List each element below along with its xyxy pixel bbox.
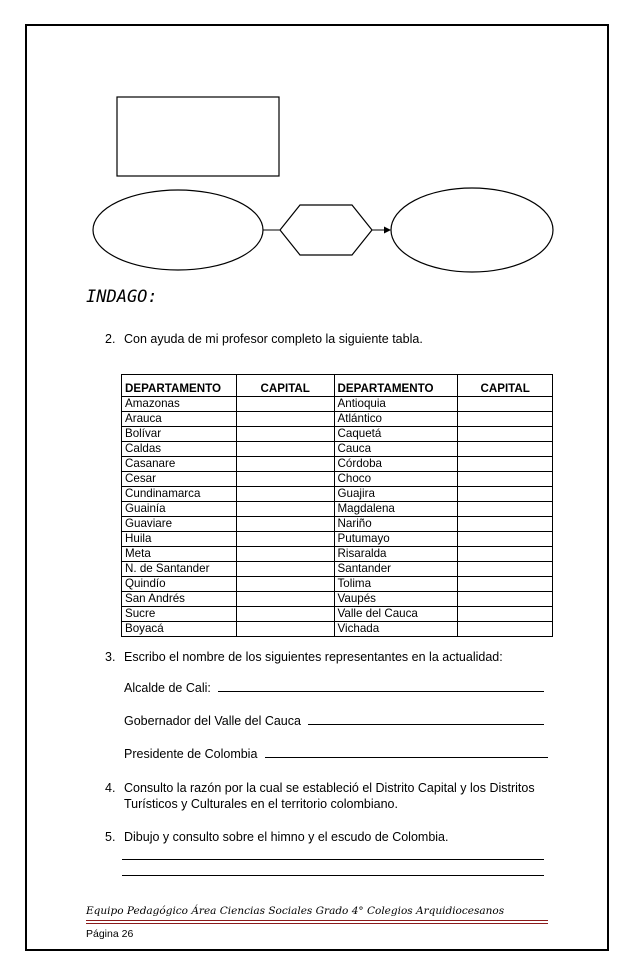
- cell-departamento: Vichada: [334, 622, 458, 637]
- cell-capital[interactable]: [458, 397, 553, 412]
- table-row: [122, 472, 553, 487]
- table-row: [122, 517, 553, 532]
- cell-departamento: Boyacá: [122, 622, 237, 637]
- field-label: Presidente de Colombia: [124, 747, 258, 761]
- table-row: [122, 622, 553, 637]
- cell-departamento: Choco: [334, 472, 458, 487]
- cell-capital[interactable]: [458, 622, 553, 637]
- cell-departamento: Guainía: [122, 502, 237, 517]
- table-row: [122, 547, 553, 562]
- cell-capital[interactable]: [236, 547, 334, 562]
- field-label: Alcalde de Cali:: [124, 681, 211, 695]
- table-row: [122, 442, 553, 457]
- item-text: Escribo el nombre de los siguientes representantes en la actualidad:: [124, 650, 503, 664]
- cell-capital[interactable]: [458, 517, 553, 532]
- table-row: [122, 457, 553, 472]
- answer-line-gobernador[interactable]: [308, 724, 544, 725]
- cell-departamento: San Andrés: [122, 592, 237, 607]
- cell-departamento: Risaralda: [334, 547, 458, 562]
- header-capital: CAPITAL: [458, 375, 553, 397]
- cell-departamento: Córdoba: [334, 457, 458, 472]
- cell-departamento: Quindío: [122, 577, 237, 592]
- cell-capital[interactable]: [458, 487, 553, 502]
- item-number: 4.: [105, 781, 116, 795]
- diagram-arrowhead-icon: [384, 227, 391, 234]
- cell-capital[interactable]: [236, 622, 334, 637]
- cell-capital[interactable]: [236, 502, 334, 517]
- answer-line-alcalde[interactable]: [218, 691, 544, 692]
- table-row: [122, 427, 553, 442]
- table-row: [122, 487, 553, 502]
- section-heading: INDAGO:: [86, 287, 158, 307]
- header-departamento: DEPARTAMENTO: [122, 375, 237, 397]
- cell-capital[interactable]: [458, 412, 553, 427]
- item-number: 3.: [105, 650, 116, 664]
- cell-departamento: Meta: [122, 547, 237, 562]
- table-row: [122, 607, 553, 622]
- cell-departamento: Vaupés: [334, 592, 458, 607]
- item-number: 2.: [105, 332, 116, 346]
- cell-capital[interactable]: [236, 427, 334, 442]
- cell-capital[interactable]: [458, 427, 553, 442]
- answer-rule[interactable]: [122, 859, 544, 860]
- diagram-right-ellipse[interactable]: [391, 188, 553, 272]
- cell-capital[interactable]: [458, 502, 553, 517]
- answer-line-presidente[interactable]: [265, 757, 548, 758]
- cell-departamento: Magdalena: [334, 502, 458, 517]
- cell-capital[interactable]: [236, 397, 334, 412]
- cell-departamento: Caldas: [122, 442, 237, 457]
- cell-capital[interactable]: [458, 607, 553, 622]
- cell-capital[interactable]: [458, 457, 553, 472]
- item-text: Con ayuda de mi profesor completo la siguiente tabla.: [124, 332, 423, 346]
- cell-capital[interactable]: [458, 592, 553, 607]
- field-label: Gobernador del Valle del Cauca: [124, 714, 301, 728]
- cell-departamento: Santander: [334, 562, 458, 577]
- diagram-hexagon[interactable]: [280, 205, 372, 255]
- cell-capital[interactable]: [458, 547, 553, 562]
- item-number: 5.: [105, 830, 116, 844]
- cell-capital[interactable]: [236, 412, 334, 427]
- cell-capital[interactable]: [458, 532, 553, 547]
- cell-departamento: Valle del Cauca: [334, 607, 458, 622]
- cell-departamento: Nariño: [334, 517, 458, 532]
- cell-departamento: Sucre: [122, 607, 237, 622]
- cell-capital[interactable]: [458, 472, 553, 487]
- table-row: [122, 502, 553, 517]
- cell-departamento: Arauca: [122, 412, 237, 427]
- cell-departamento: Bolívar: [122, 427, 237, 442]
- field-presidente: [124, 747, 548, 761]
- item-text: Turísticos y Culturales en el territorio colombiano.: [124, 797, 398, 811]
- table-row: [122, 562, 553, 577]
- diagram-left-ellipse[interactable]: [93, 190, 263, 270]
- footer-rule: [86, 920, 548, 921]
- cell-departamento: Antioquia: [334, 397, 458, 412]
- item-text: Dibujo y consulto sobre el himno y el escudo de Colombia.: [124, 830, 449, 844]
- cell-capital[interactable]: [236, 472, 334, 487]
- cell-departamento: N. de Santander: [122, 562, 237, 577]
- field-alcalde: [124, 681, 544, 695]
- cell-capital[interactable]: [236, 517, 334, 532]
- cell-capital[interactable]: [236, 487, 334, 502]
- cell-departamento: Guaviare: [122, 517, 237, 532]
- cell-departamento: Atlántico: [334, 412, 458, 427]
- cell-capital[interactable]: [236, 577, 334, 592]
- departments-table: [121, 374, 553, 637]
- cell-departamento: Cauca: [334, 442, 458, 457]
- table-row: [122, 412, 553, 427]
- cell-capital[interactable]: [236, 607, 334, 622]
- cell-departamento: Putumayo: [334, 532, 458, 547]
- cell-departamento: Casanare: [122, 457, 237, 472]
- cell-capital[interactable]: [236, 562, 334, 577]
- cell-capital[interactable]: [236, 457, 334, 472]
- cell-capital[interactable]: [236, 442, 334, 457]
- cell-departamento: Caquetá: [334, 427, 458, 442]
- cell-departamento: Cesar: [122, 472, 237, 487]
- diagram-rectangle-box[interactable]: [117, 97, 279, 176]
- table-row: [122, 397, 553, 412]
- table-row: [122, 532, 553, 547]
- cell-departamento: Huila: [122, 532, 237, 547]
- cell-capital[interactable]: [236, 532, 334, 547]
- item-text: Consulto la razón por la cual se estableció el Distrito Capital y los Distritos: [124, 781, 535, 795]
- cell-capital[interactable]: [236, 592, 334, 607]
- cell-departamento: Amazonas: [122, 397, 237, 412]
- header-capital: CAPITAL: [236, 375, 334, 397]
- concept-diagram: [0, 0, 638, 300]
- cell-departamento: Cundinamarca: [122, 487, 237, 502]
- answer-rule[interactable]: [122, 875, 544, 876]
- footer-rule: [86, 923, 548, 924]
- footer-text: Equipo Pedagógico Área Ciencias Sociales Grado 4° Colegios Arquidiocesanos: [86, 905, 505, 917]
- cell-capital[interactable]: [458, 562, 553, 577]
- table-row: [122, 592, 553, 607]
- field-gobernador: [124, 714, 544, 728]
- cell-capital[interactable]: [458, 577, 553, 592]
- cell-departamento: Tolima: [334, 577, 458, 592]
- cell-capital[interactable]: [458, 442, 553, 457]
- table-header-row: [122, 375, 553, 397]
- header-departamento: DEPARTAMENTO: [334, 375, 458, 397]
- page-number: Página 26: [86, 928, 134, 940]
- cell-departamento: Guajira: [334, 487, 458, 502]
- table-row: [122, 577, 553, 592]
